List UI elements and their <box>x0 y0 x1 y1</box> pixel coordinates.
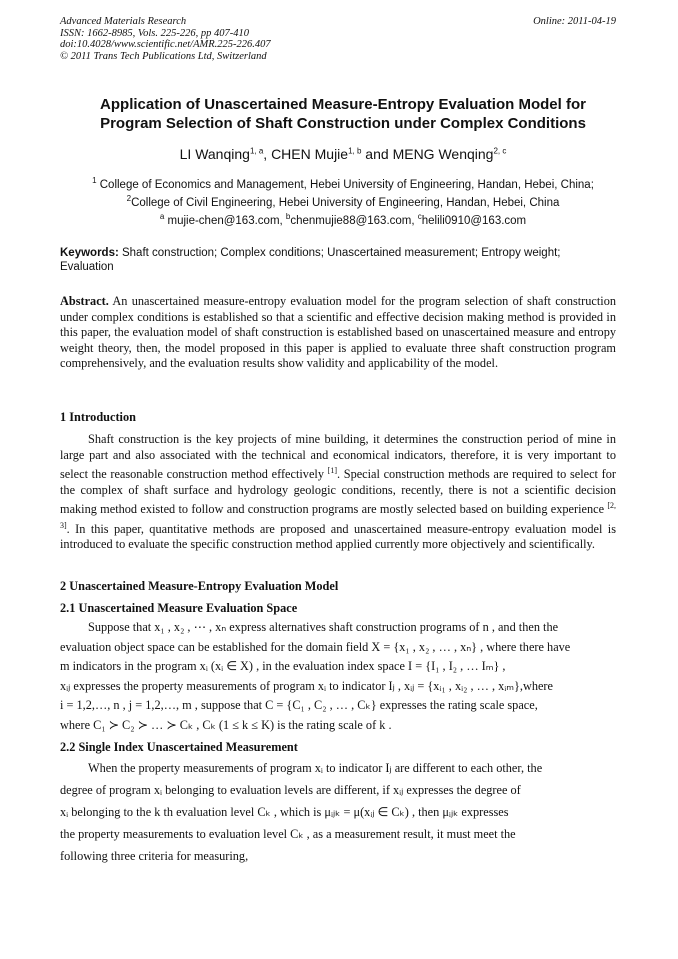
intro-text-2: . Special construction methods are required to select for the complex of shaft surface and hydrology geologic conditions, recently, there is not a scientific decision making method existed to follow and construction programs are mostly selected based on building experience <box>60 467 616 517</box>
abstract-text: An unascertained measure-entropy evaluation model for the program selection of shaft construction under complex conditions is established so that a scientific and effective decision making method is provided in this paper, the evaluation model of shaft construction is established based on unascertained measure and entropy weight theory, then, the model proposed in this paper is applied to evaluate three shaft construction program comprehensively, and the evaluation results show validity and applicability of the model. <box>60 294 616 370</box>
line: following three criteria for measuring, <box>60 849 249 863</box>
citation-1: [1] <box>327 466 337 475</box>
email-c: helili0910@163.com <box>421 214 527 227</box>
email-a-sup: a <box>159 212 165 221</box>
email-b-sup: b <box>285 212 291 221</box>
line: xᵢ belonging to the k th evaluation level Cₖ , which is μᵢⱼₖ = μ(xᵢⱼ ∈ Cₖ) , then μᵢⱼₖ expresses <box>60 805 509 819</box>
abstract-label: Abstract. <box>60 294 109 308</box>
email-c-sup: c <box>417 212 422 221</box>
line: xᵢⱼ expresses the property measurements of program xᵢ to indicator Iⱼ , xᵢⱼ = {xᵢ₁ , xᵢ₂ , … , xᵢₘ},where <box>60 678 553 693</box>
affiliation-2-text: College of Civil Engineering, Hebei University of Engineering, Handan, Hebei, China <box>131 196 560 209</box>
introduction-paragraph <box>60 432 616 553</box>
affiliation-1-sup: 1 <box>92 176 97 185</box>
journal-name: Advanced Materials Research <box>60 16 187 27</box>
doi-line: doi:10.4028/www.scientific.net/AMR.225-226.407 <box>60 39 271 50</box>
author-2-sup: 1, b <box>348 146 362 156</box>
section-2-heading: 2 Unascertained Measure-Entropy Evaluation Model <box>60 579 339 593</box>
citation-2: [2, 3] <box>60 501 616 530</box>
issn-line: ISSN: 1662-8985, Vols. 225-226, pp 407-410 <box>60 27 249 39</box>
line: where C₁ ≻ C₂ ≻ … ≻ Cₖ , Cₖ (1 ≤ k ≤ K) is the rating scale of k . <box>60 717 392 732</box>
line: degree of program xᵢ belonging to evaluation levels are different, if xᵢⱼ expresses the degree of <box>60 783 521 797</box>
paper-title <box>60 95 626 133</box>
affiliation-2 <box>60 192 626 210</box>
keywords <box>60 246 616 274</box>
intro-text-3: . In this paper, quantitative methods are proposed and unascertained measure-entropy evaluation model is introduced to evaluate the specific construction method applied currently more objectively and scientifically. <box>60 521 616 552</box>
intro-text-1: Shaft construction is the key projects of mine building, it determines the construction period of mine in large part and also associated with the technical and economical indicators, therefore, it is very important to select the reasonable construction method effectively <box>60 432 616 482</box>
line: When the property measurements of program xᵢ to indicator Iⱼ are different to each other, the <box>88 761 543 775</box>
author-3: MENG Wenqing <box>392 146 494 162</box>
author-1: LI Wanqing <box>179 146 250 162</box>
keywords-label: Keywords: <box>60 247 119 259</box>
email-a: mujie-chen@163.com, <box>164 214 286 227</box>
line: the property measurements to evaluation level Cₖ , as a measurement result, it must meet the <box>60 827 516 841</box>
author-separator-1: , <box>263 146 272 162</box>
author-3-sup: 2, c <box>493 146 507 156</box>
author-1-sup: 1, a <box>249 146 264 156</box>
author-2: CHEN Mujie <box>271 146 349 162</box>
affiliation-2-sup: 2 <box>126 194 132 203</box>
affiliation-1 <box>60 174 626 192</box>
journal-header <box>60 16 616 62</box>
abstract <box>60 294 616 372</box>
keywords-text: Shaft construction; Complex conditions; Unascertained measurement; Entropy weight; Evaluation <box>60 247 561 273</box>
subsection-2-2-text <box>60 757 616 867</box>
line: m indicators in the program xᵢ (xᵢ ∈ X) , in the evaluation index space I = {I₁ , I₂ , … Iₘ} , <box>60 659 506 673</box>
line: evaluation object space can be established for the domain field X = {x₁ , x₂ , … , xₙ} , where there have <box>60 639 571 654</box>
online-date: Online: 2011-04-19 <box>533 16 616 27</box>
line: Suppose that x₁ , x₂ , ⋯ , xₙ express alternatives shaft construction programs of n , and then the <box>88 620 559 634</box>
copyright-line: © 2011 Trans Tech Publications Ltd, Switzerland <box>60 50 267 62</box>
author-list <box>60 146 626 162</box>
subsection-2-1-heading: 2.1 Unascertained Measure Evaluation Space <box>60 601 298 615</box>
author-separator-2: and <box>361 146 393 162</box>
email-b: chenmujie88@163.com, <box>290 214 418 227</box>
affiliation-1-text: College of Economics and Management, Hebei University of Engineering, Handan, Hebei, China; <box>96 178 594 191</box>
subsection-2-1-text <box>60 618 616 735</box>
email-line <box>60 210 626 228</box>
section-1-heading: 1 Introduction <box>60 410 136 424</box>
subsection-2-2-heading: 2.2 Single Index Unascertained Measurement <box>60 740 298 754</box>
title-line-1: Application of Unascertained Measure-Entropy Evaluation Model for <box>100 96 586 113</box>
line: i = 1,2,…, n , j = 1,2,…, m , suppose that C = {C₁ , C₂ , … , Cₖ} expresses the rating scale space, <box>60 698 538 712</box>
title-line-2: Program Selection of Shaft Construction under Complex Conditions <box>100 115 586 132</box>
